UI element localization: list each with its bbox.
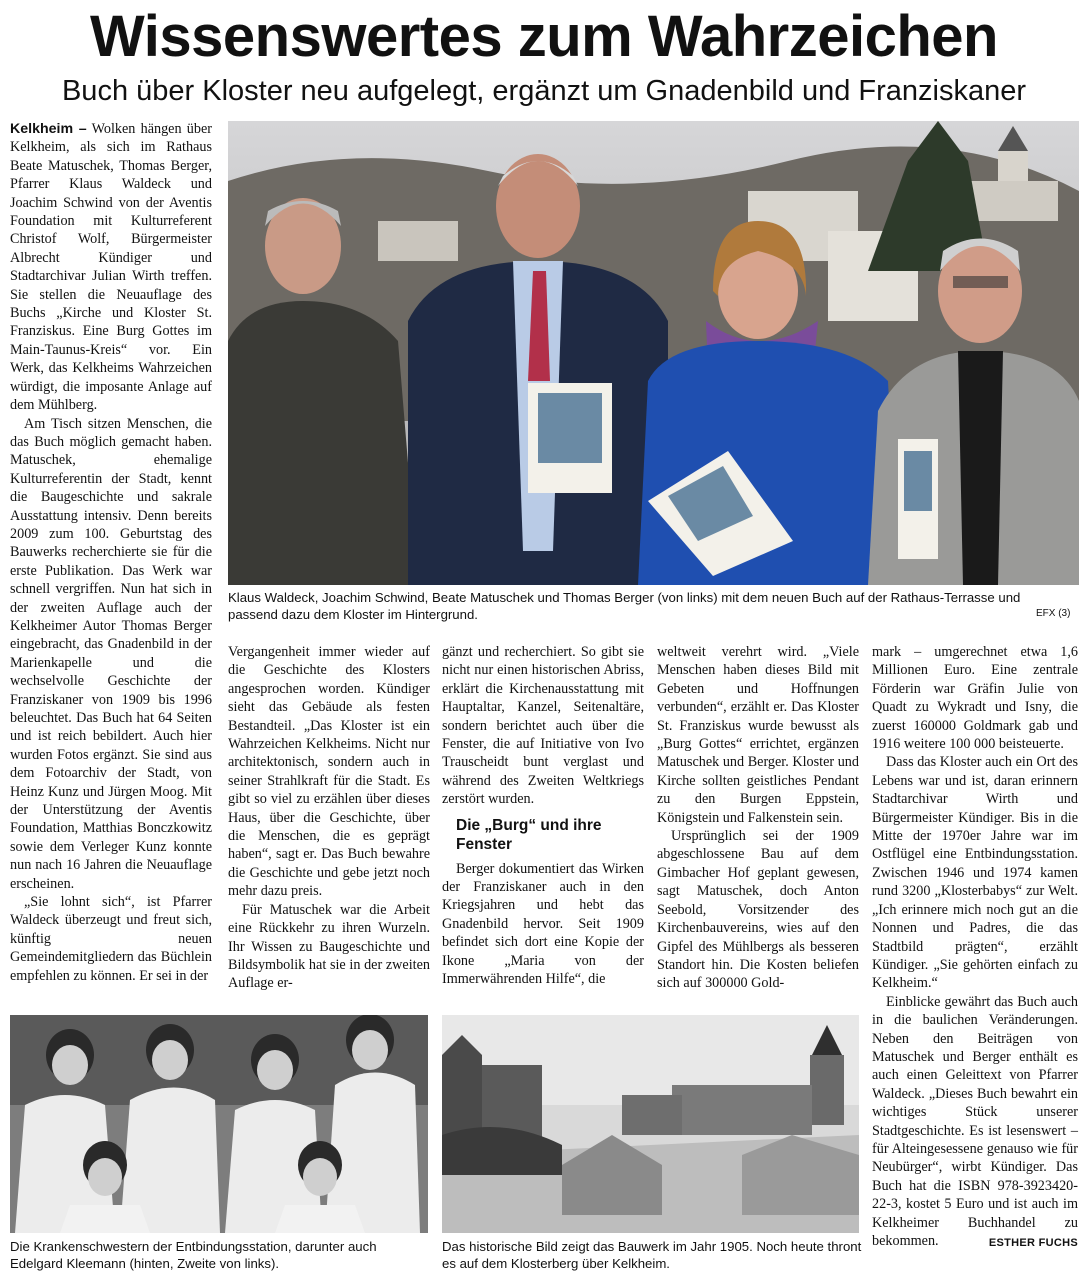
nurses-image: [10, 1015, 428, 1233]
paragraph-text: Einblicke gewährt das Buch auch in die baulichen Veränderungen. Neben den Beiträgen von Matuschek und Berger enthält es auch einen Geleittext von Pfarrer Waldeck. „Dieses Buch bewahrt ein wichtiges Stück unserer Stadtgeschichte. Es ist lesenswert – für Alteingesessene genauso wie für Neubürger“, wirbt Kündiger. Das Buch hat die ISBN 978-3923420-22-3, kostet 5 Euro und ist auch im Kelkheimer Buchhandel zu bekommen.: [872, 993, 1078, 1249]
paragraph: Vergangenheit immer wieder auf die Geschichte des Klosters angesprochen worden. Kündiger sieht das Gebäude als festen Bestandteil. „Das Kloster ist ein Wahrzeichen Kelkheims. Nicht nur architektonisch, sondern auch in seiner Strahlkraft für die Stadt. Es gibt so viel zu erzählen über dieses Haus, über die Geschichte, über die Menschen, die es geprägt haben“, sagt er. Das Buch bewahre die Geschichte und gebe jetzt noch mehr dazu preis.: [228, 644, 430, 900]
author-byline: ESTHER FUCHS: [988, 1237, 1078, 1249]
paragraph: mark – umgerechnet etwa 1,6 Millionen Euro. Eine zentrale Förderin war Gräfin Julie von Quadt zu Wykradt und Isny, die zuerst 160000 Goldmark gab und 1916 weitere 100 000 beisteuerte.: [872, 644, 1078, 753]
subheading: Die „Burg“ und ihre Fenster: [456, 816, 602, 853]
main-photo: [228, 121, 1079, 585]
paragraph: Ursprünglich sei der 1909 abgeschlossene Bau auf dem Gimbacher Hof geplant gewesen, sagt Matuschek, doch Anton Seebold, Vorsitzender des Kirchenbauvereins, wies auf den Gipfel des Mühlbergs als besseren Standort hin. Die Kosten beliefen sich auf 300000 Gold-: [657, 828, 859, 992]
nurses-photo: [10, 1015, 428, 1233]
paragraph-text: Wolken hängen über Kelkheim, als sich im Rathaus Beate Matuschek, Thomas Berger, Pfarrer Klaus Waldeck und Joachim Schwind von der Aventis Foundation mit Kulturreferent Christof Wolf, Bürgermeister Albrecht Kündiger und Stadtarchivar Julian Wirth treffen. Sie stellen die Neuauflage des Buchs „Kirche und Kloster St. Franziskus. Eine Burg Gottes im Main-Taunus-Kreis“ vor. Ein Werk, das Kelkheims Wahrzeichen würdigt, die imposante Anlage auf dem Mühlberg.: [10, 121, 213, 414]
paragraph: [10, 120, 212, 415]
historic-photo-caption: Das historische Bild zeigt das Bauwerk im Jahr 1905. Noch heute thront es auf dem Klosterberg über Kelkheim.: [442, 1239, 862, 1271]
paragraph: gänzt und recherchiert. So gibt sie nicht nur einen historischen Abriss, erklärt die Kirchenausstattung mit Hauptaltar, Kanzel, Seitenaltäre, sondern berichtet auch über die Fenster, die auf Initiative von Ivo Trauscheidt bunt verglast und während des Zweiten Weltkriegs zerstört wurden.: [442, 644, 644, 808]
article-column-5: [872, 643, 1078, 1252]
subheadline: Buch über Kloster neu aufgelegt, ergänzt um Gnadenbild und Franziskaner: [61, 75, 1027, 107]
historic-building-image: [442, 1015, 859, 1233]
paragraph: Dass das Kloster auch ein Ort des Lebens war und ist, daran erinnern Stadtarchivar Wirth und Bürgermeister Kündiger. Bis in die Mitte der 1970er Jahre war im Ostflügel eine Entbindungsstation. Zwischen 1946 und 1974 kamen rund 3200 „Klosterbabys“ zur Welt. „Ich erinnere mich noch gut an die Nonnen und Padres, die das Stadtbild prägten“, erzählt Kündiger. „Sie gehörten einfach zu Kelkheim.“: [872, 754, 1078, 992]
paragraph: „Sie lohnt sich“, ist Pfarrer Waldeck überzeugt und freut sich, künftig neuen Gemeindemitgliedern das Büchlein empfehlen zu können. Er sei in der: [10, 894, 212, 984]
main-photo-caption: Klaus Waldeck, Joachim Schwind, Beate Matuschek und Thomas Berger (von links) mit dem neuen Buch auf der Rathaus-Terrasse und passend dazu dem Kloster im Hintergrund.: [228, 590, 1021, 622]
paragraph: [872, 993, 1078, 1251]
dateline: Kelkheim –: [10, 121, 87, 137]
article-column-3: [442, 643, 644, 989]
nurses-photo-caption: Die Krankenschwestern der Entbindungsstation, darunter auch Edelgard Kleemann (hinten, Zweite von links).: [10, 1239, 377, 1271]
historic-photo: [442, 1015, 859, 1233]
article-column-4: [657, 643, 859, 993]
headline: Wissenswertes zum Wahrzeichen: [90, 4, 998, 69]
photo-credit: EFX (3): [1036, 608, 1071, 619]
paragraph: Berger dokumentiert das Wirken der Franziskaner auch in den Kriegsjahren und hebt das Gnadenbild hervor. Seit 1909 befindet sich dort eine Kopie der Ikone „Maria von der Immerwährenden Hilfe“, die: [442, 860, 644, 988]
article-column-2: [228, 643, 430, 993]
group-portrait-image: [228, 121, 1079, 585]
paragraph: Am Tisch sitzen Menschen, die das Buch möglich gemacht haben. Matuschek, ehemalige Kulturreferentin der Stadt, kennt die Baugeschichte und sakrale Ausstattung intensiv. Denn bereits 2009 zum 100. Geburtstag des Bauwerks recherchierte sie für die erste Publikation. Das Werk war schnell vergriffen. Nun hat sich in der zweiten Auflage auch der Kelkheimer Autor Thomas Berger eingebracht, das Gnadenbild in der Marienkapelle und die wechselvolle Geschichte der Franziskaner von 1909 bis 1996 beleuchtet. Das Buch hat 64 Seiten und ist reich bebildert. Auch hier wurden Fotos ergänzt. Sie sind aus dem Fotoarchiv der Stadt, von Heinz Kunz und Jürgen Moog. Mit der Unterstützung der Aventis Foundation, Matthias Bonczkowitz sowie dem Verleger Kunz konnte nun nach 16 Jahren die Neuauflage erscheinen.: [10, 415, 212, 892]
paragraph: Für Matuschek war die Arbeit eine Rückkehr zu ihren Wurzeln. Ihr Wissen zu Baugeschichte und Bildsymbolik hat sie in der zweiten Auflage er-: [228, 901, 430, 992]
article-column-1: [10, 120, 212, 985]
paragraph: weltweit verehrt wird. „Viele Menschen haben dieses Bild mit Gebeten und Hoffnungen verbunden“, erzählt er. Das Kloster St. Franziskus wurde bewusst als „Burg Gottes“ errichtet, ergänzen Matuschek und Berger. Kloster und Kirche sollten geistliches Pendant zu den Burgen Eppstein, Königstein und Falkenstein sein.: [657, 644, 859, 826]
